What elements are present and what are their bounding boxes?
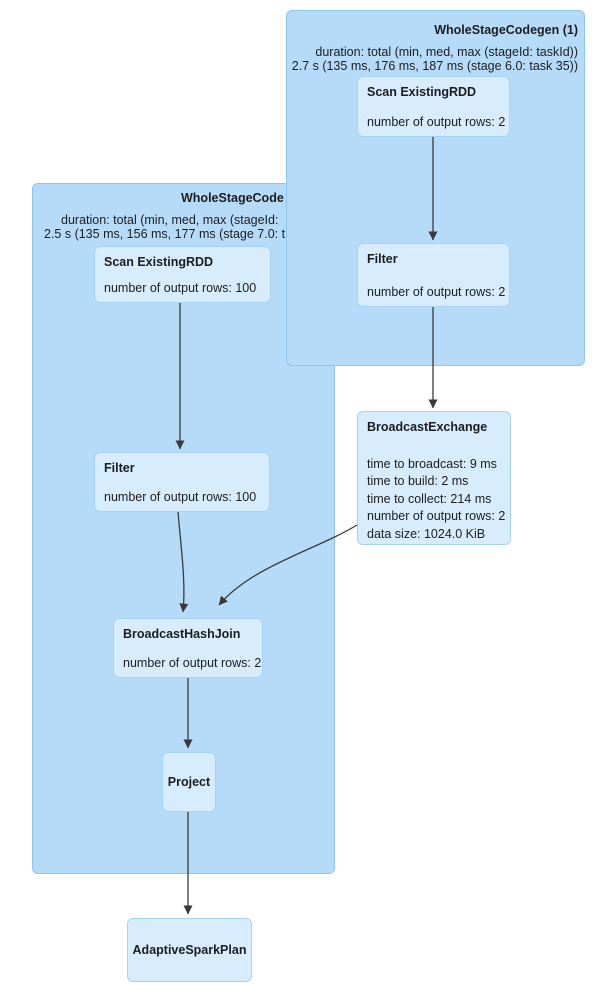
node-title: Project <box>167 775 211 789</box>
cluster-title: WholeStageCodegen (1) <box>434 23 578 37</box>
node-title: Filter <box>367 252 398 266</box>
cluster-wholestagecodegen-1 <box>286 10 585 366</box>
node-title: BroadcastHashJoin <box>123 627 241 641</box>
node-title: BroadcastExchange <box>367 420 488 434</box>
cluster-title: WholeStageCode <box>181 191 284 205</box>
plan-node-adaptive-spark-plan[interactable] <box>127 918 252 982</box>
node-metric: number of output rows: 100 <box>104 281 257 295</box>
plan-node-project[interactable] <box>162 752 216 812</box>
node-metric: number of output rows: 2 <box>367 115 506 129</box>
node-title: Scan ExistingRDD <box>104 255 214 269</box>
node-metric: number of output rows: 2 <box>123 656 262 670</box>
node-metric: data size: 1024.0 KiB <box>367 526 486 541</box>
plan-node-scan-existingrdd-2[interactable] <box>94 246 271 303</box>
cluster-duration-line1: duration: total (min, med, max (stageId: <box>61 213 279 227</box>
plan-node-broadcast-hash-join[interactable] <box>113 618 263 678</box>
node-metrics <box>367 456 505 543</box>
plan-node-scan-existingrdd-1[interactable] <box>357 76 510 137</box>
node-metric: number of output rows: 100 <box>104 490 257 504</box>
node-title: Scan ExistingRDD <box>367 85 477 99</box>
node-metric: number of output rows: 2 <box>367 285 506 299</box>
node-metric: number of output rows: 2 <box>367 509 506 524</box>
cluster-duration-line1: duration: total (min, med, max (stageId: taskId)) <box>315 45 578 59</box>
plan-node-filter-2[interactable] <box>94 452 270 512</box>
cluster-duration-line2: 2.7 s (135 ms, 176 ms, 187 ms (stage 6.0: task 35)) <box>291 59 578 73</box>
node-metric: time to broadcast: 9 ms <box>367 457 497 471</box>
node-metric: time to build: 2 ms <box>367 474 469 489</box>
cluster-duration-line2: 2.5 s (135 ms, 156 ms, 177 ms (stage 7.0: t <box>44 227 286 241</box>
node-title: AdaptiveSparkPlan <box>132 943 247 957</box>
plan-node-broadcast-exchange[interactable] <box>357 411 511 545</box>
plan-node-filter-1[interactable] <box>357 243 510 307</box>
node-title: Filter <box>104 461 135 475</box>
node-metric: time to collect: 214 ms <box>367 491 492 506</box>
